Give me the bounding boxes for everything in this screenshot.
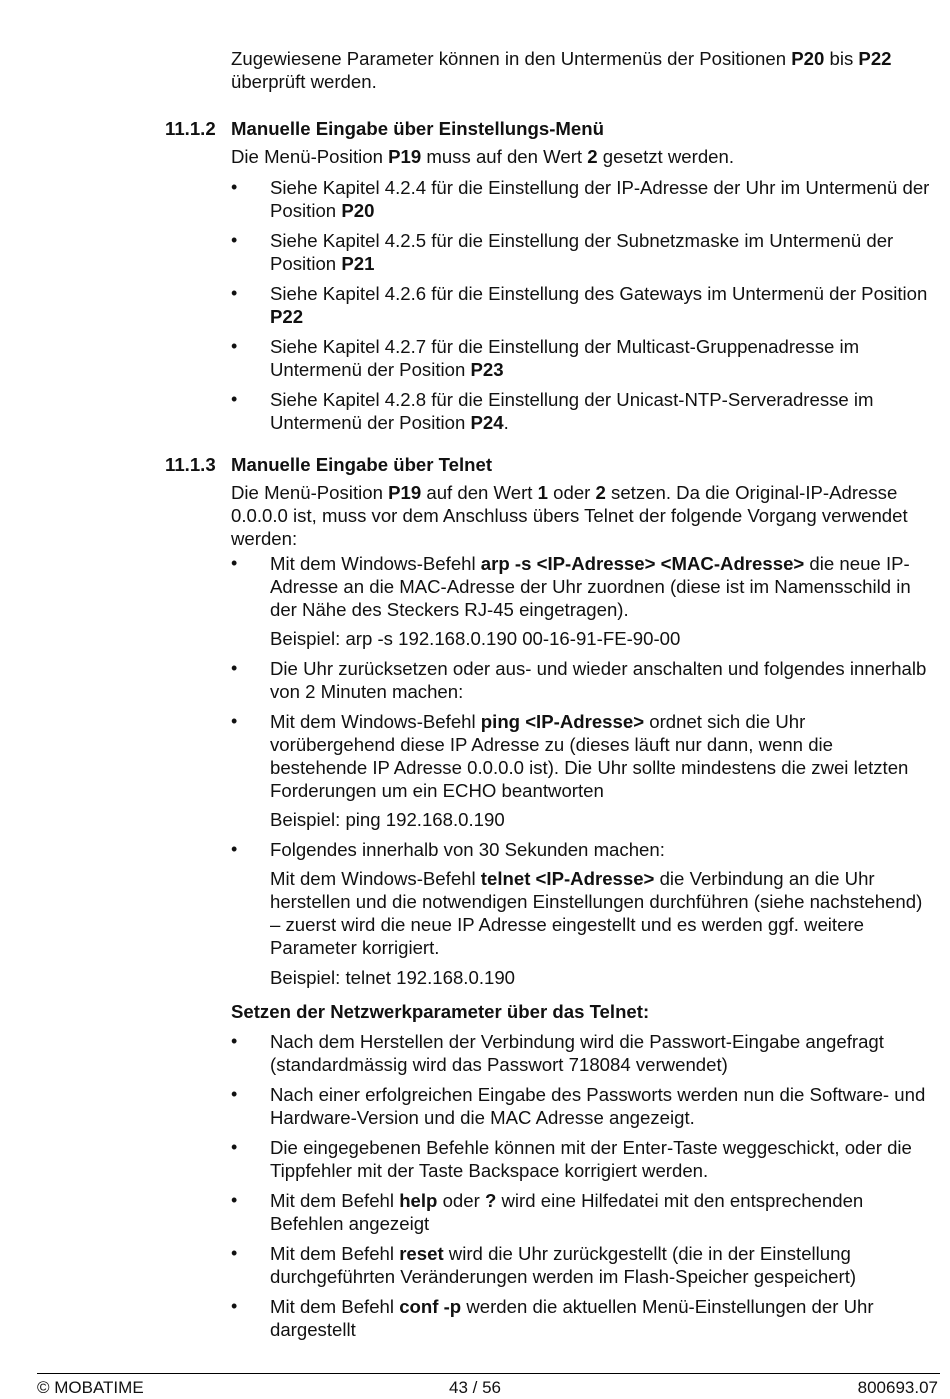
list-item: • Siehe Kapitel 4.2.7 für die Einstellung der Multicast-Gruppenadresse im Untermenü der Position P23 <box>231 335 934 381</box>
example-line: Beispiel: telnet 192.168.0.190 <box>270 967 516 988</box>
section-title: Manuelle Eingabe über Einstellungs-Menü <box>231 118 604 139</box>
intro-bold-p22: P22 <box>858 48 892 69</box>
list-item: • Folgendes innerhalb von 30 Sekunden machen: <box>231 838 934 861</box>
section-heading-11-1-3 <box>165 453 492 476</box>
list-item: • Mit dem Windows-Befehl arp -s <IP-Adresse> <MAC-Adresse> die neue IP-Adresse an die MAC-Adresse der Uhr zuordnen (diese ist im Namensschild in der Nähe des Steckers RJ-45 eingetragen). <box>231 552 934 621</box>
list-item: • Siehe Kapitel 4.2.6 für die Einstellung des Gateways im Untermenü der Position P22 <box>231 282 934 328</box>
section-heading-11-1-2 <box>165 117 604 140</box>
footer-divider <box>37 1373 940 1374</box>
section-lead: Die Menü-Position P19 muss auf den Wert 2 gesetzt werden. <box>231 146 735 167</box>
list-item: • Mit dem Befehl help oder ? wird eine Hilfedatei mit den entsprechenden Befehlen angezeigt <box>231 1189 934 1235</box>
list-item: • Mit dem Befehl reset wird die Uhr zurückgestellt (die in der Einstellung durchgeführten Veränderungen werden im Flash-Speicher gespeichert) <box>231 1242 934 1288</box>
list-item: • Die Uhr zurücksetzen oder aus- und wieder anschalten und folgendes innerhalb von 2 Minuten machen: <box>231 657 934 703</box>
list-item: • Siehe Kapitel 4.2.8 für die Einstellung der Unicast-NTP-Serveradresse im Untermenü der Position P24. <box>231 388 934 434</box>
list-item: • Siehe Kapitel 4.2.5 für die Einstellung der Subnetzmaske im Untermenü der Position P21 <box>231 229 934 275</box>
section-number: 11.1.2 <box>165 118 216 139</box>
bullet-list <box>231 1030 934 1341</box>
list-item: • Die eingegebenen Befehle können mit der Enter-Taste weggeschickt, oder die Tippfehler mit der Taste Backspace korrigiert werden. <box>231 1136 934 1182</box>
sub-paragraph: Mit dem Windows-Befehl telnet <IP-Adresse> die Verbindung an die Uhr herstellen und die notwendigen Einstellungen durchführen (siehe nachstehend) – zuerst wird die neue IP Adresse eingestellt und es werden ggf. weitere Parameter korrigiert. <box>270 868 923 958</box>
section-body-11-1-3 <box>231 481 934 1348</box>
intro-text: überprüft werden. <box>231 71 377 92</box>
bullet-list <box>231 657 934 802</box>
bullet-list <box>231 552 934 621</box>
section-lead: Die Menü-Position P19 auf den Wert 1 oder 2 setzen. Da die Original-IP-Adresse 0.0.0.0 ist, muss vor dem Anschluss übers Telnet der folgende Vorgang verwendet werden: <box>231 482 908 549</box>
section-body-11-1-2 <box>231 145 934 441</box>
section-title: Manuelle Eingabe über Telnet <box>231 454 493 475</box>
list-item: • Nach einer erfolgreichen Eingabe des Passworts werden nun die Software- und Hardware-Version und die MAC Adresse angezeigt. <box>231 1083 934 1129</box>
list-item: • Mit dem Befehl conf -p werden die aktuellen Menü-Einstellungen der Uhr dargestellt <box>231 1295 934 1341</box>
intro-bold-p20: P20 <box>791 48 825 69</box>
section-number: 11.1.3 <box>165 454 216 475</box>
list-item: • Siehe Kapitel 4.2.4 für die Einstellung der IP-Adresse der Uhr im Untermenü der Position P20 <box>231 176 934 222</box>
subheading: Setzen der Netzwerkparameter über das Telnet: <box>231 1001 650 1022</box>
list-item: • Nach dem Herstellen der Verbindung wird die Passwort-Eingabe angefragt (standardmässig wird das Passwort 718084 verwendet) <box>231 1030 934 1076</box>
intro-paragraph <box>231 47 934 93</box>
example-line: Beispiel: ping 192.168.0.190 <box>270 809 505 830</box>
footer-document-number: 800693.07 <box>857 1378 938 1397</box>
intro-text: Zugewiesene Parameter können in den Untermenüs der Positionen <box>231 48 792 69</box>
intro-text: bis <box>824 48 859 69</box>
footer-page-number: 43 / 56 <box>449 1378 501 1397</box>
bullet-list <box>231 176 934 434</box>
bullet-list <box>231 838 934 861</box>
list-item: • Mit dem Windows-Befehl ping <IP-Adresse> ordnet sich die Uhr vorübergehend diese IP Adresse zu (dieses läuft nur dann, wenn die bestehende IP Adresse 0.0.0.0 ist). Die Uhr sollte mindestens die zwei letzten Forderungen um ein ECHO beantworten <box>231 710 934 802</box>
example-line: Beispiel: arp -s 192.168.0.190 00-16-91-FE-90-00 <box>270 628 681 649</box>
footer-copyright: © MOBATIME <box>37 1378 144 1397</box>
